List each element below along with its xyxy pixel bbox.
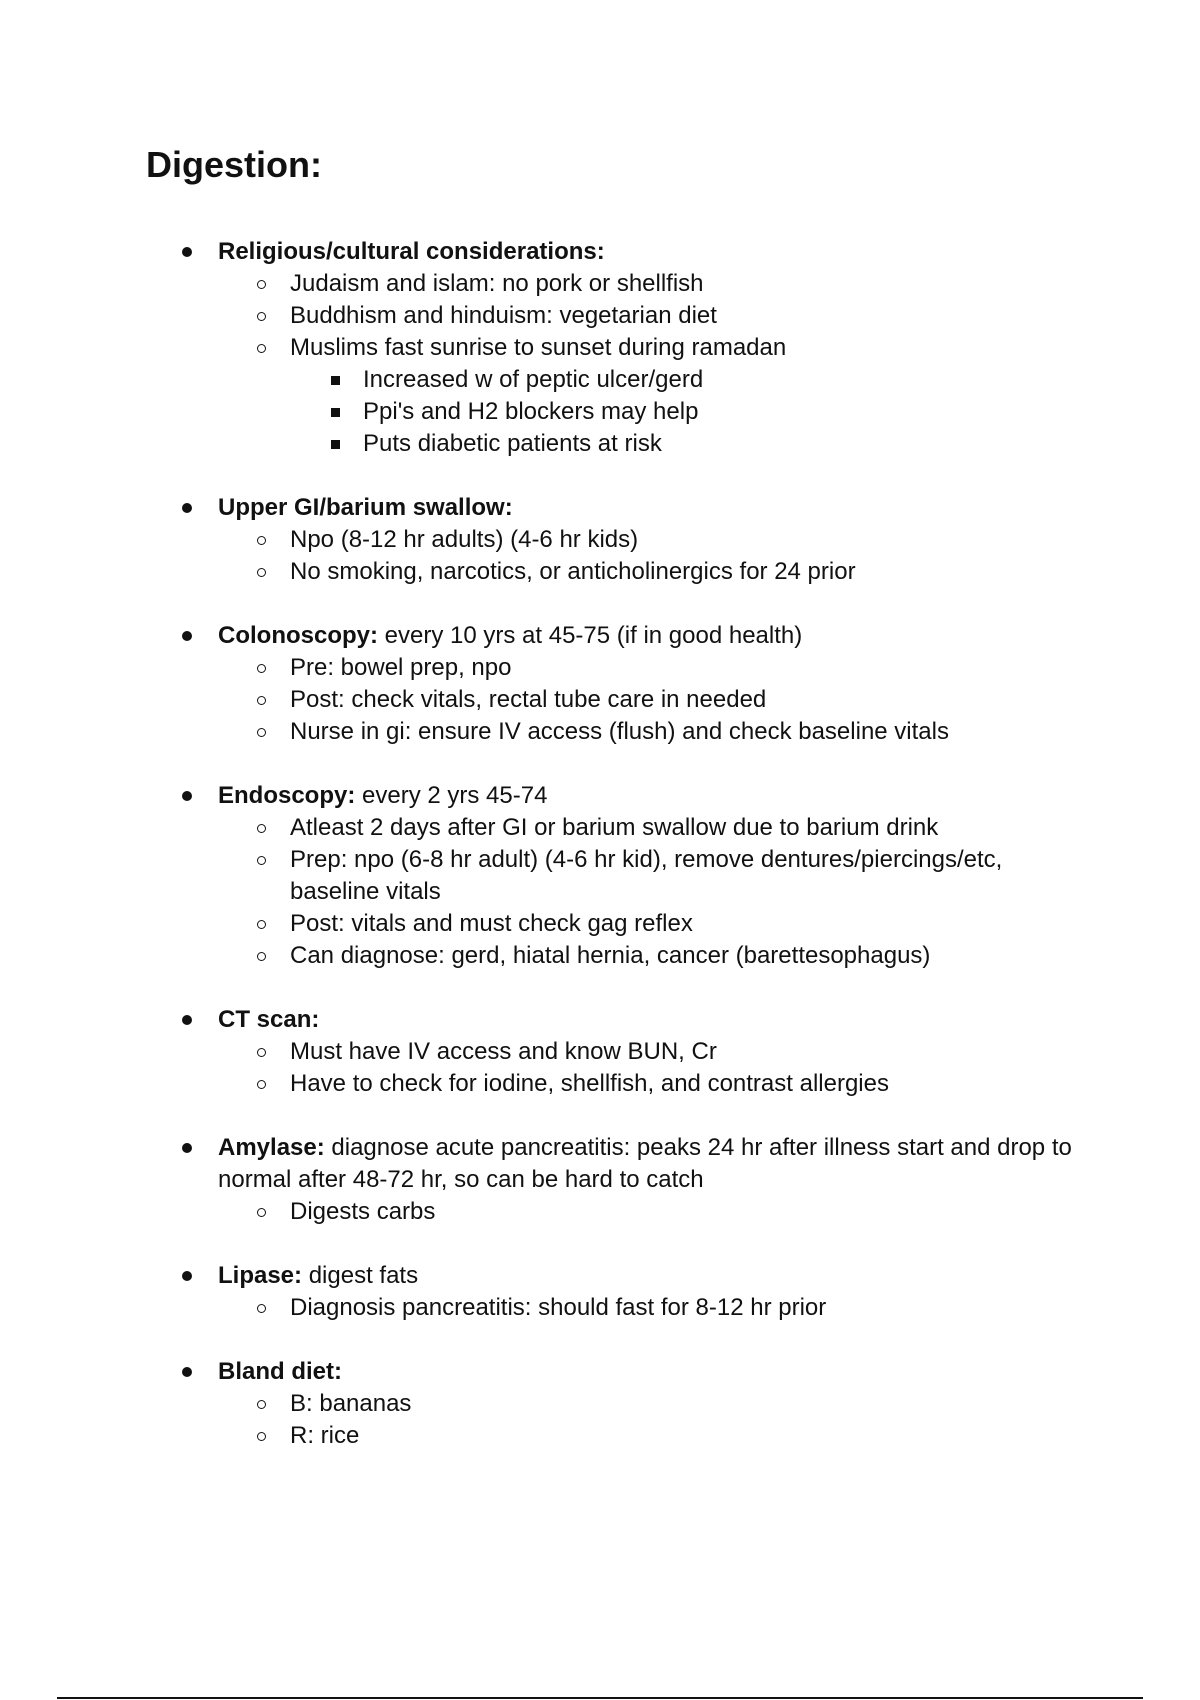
- section-label: Upper GI/barium swallow:: [218, 494, 513, 521]
- section-upper-gi: [0, 492, 1200, 588]
- item-text: Npo (8-12 hr adults) (4-6 hr kids): [290, 526, 639, 553]
- notes-body: [0, 236, 1200, 1484]
- list-item: [0, 1292, 1200, 1324]
- disc-bullet-icon: [180, 236, 194, 268]
- circle-bullet-icon: [254, 524, 268, 556]
- list-item: [0, 1004, 1200, 1036]
- page-title: Digestion:: [146, 144, 322, 185]
- section-religious-cultural: [0, 236, 1200, 460]
- section-bland-diet: [0, 1356, 1200, 1452]
- section-text: digest fats: [302, 1262, 419, 1289]
- section-label: Endoscopy:: [218, 782, 356, 809]
- disc-bullet-icon: [180, 492, 194, 524]
- section-lipase: [0, 1260, 1200, 1324]
- disc-bullet-icon: [180, 1132, 194, 1164]
- circle-bullet-icon: [254, 268, 268, 300]
- list-item: [0, 396, 1200, 428]
- item-text: Judaism and islam: no pork or shellfish: [290, 270, 704, 297]
- circle-bullet-icon: [254, 300, 268, 332]
- item-text: Buddhism and hinduism: vegetarian diet: [290, 302, 717, 329]
- list-item: [0, 844, 1200, 908]
- list-item: [0, 1036, 1200, 1068]
- item-text: Have to check for iodine, shellfish, and contrast allergies: [290, 1070, 889, 1097]
- circle-bullet-icon: [254, 1196, 268, 1228]
- item-text: Post: vitals and must check gag reflex: [290, 910, 693, 937]
- list-item: [0, 1356, 1200, 1388]
- disc-bullet-icon: [180, 1004, 194, 1036]
- section-colonoscopy: [0, 620, 1200, 748]
- circle-bullet-icon: [254, 1292, 268, 1324]
- list-item: [0, 940, 1200, 972]
- list-item: [0, 780, 1200, 812]
- section-label: CT scan:: [218, 1006, 320, 1033]
- section-endoscopy: [0, 780, 1200, 972]
- list-item: [0, 1196, 1200, 1228]
- item-text: Muslims fast sunrise to sunset during ramadan: [290, 334, 787, 361]
- disc-bullet-icon: [180, 780, 194, 812]
- square-bullet-icon: [328, 364, 342, 396]
- circle-bullet-icon: [254, 1420, 268, 1452]
- item-text: R: rice: [290, 1422, 360, 1449]
- item-text: Can diagnose: gerd, hiatal hernia, cancer (barettesophagus): [290, 942, 931, 969]
- circle-bullet-icon: [254, 652, 268, 684]
- square-bullet-icon: [328, 428, 342, 460]
- item-text: No smoking, narcotics, or anticholinergics for 24 prior: [290, 558, 856, 585]
- list-item: [0, 684, 1200, 716]
- section-label: Religious/cultural considerations:: [218, 238, 605, 265]
- section-amylase: [0, 1132, 1200, 1228]
- item-text: B: bananas: [290, 1390, 412, 1417]
- item-text: Atleast 2 days after GI or barium swallow due to barium drink: [290, 814, 939, 841]
- disc-bullet-icon: [180, 620, 194, 652]
- circle-bullet-icon: [254, 1036, 268, 1068]
- section-label: Bland diet:: [218, 1358, 342, 1385]
- list-item: [0, 428, 1200, 460]
- item-text: Must have IV access and know BUN, Cr: [290, 1038, 717, 1065]
- list-item: [0, 1420, 1200, 1452]
- list-item: [0, 556, 1200, 588]
- circle-bullet-icon: [254, 1388, 268, 1420]
- circle-bullet-icon: [254, 812, 268, 844]
- section-text: every 10 yrs at 45-75 (if in good health): [378, 622, 803, 649]
- circle-bullet-icon: [254, 556, 268, 588]
- subitem-text: Ppi's and H2 blockers may help: [363, 398, 699, 425]
- section-text: diagnose acute pancreatitis: peaks 24 hr after illness start and drop to normal after 48-72 hr, so can be hard to catch: [218, 1134, 1072, 1193]
- list-item: [0, 812, 1200, 844]
- list-item: [0, 1388, 1200, 1420]
- section-label: Amylase:: [218, 1134, 325, 1161]
- list-item: [0, 1068, 1200, 1100]
- list-item: [0, 652, 1200, 684]
- circle-bullet-icon: [254, 940, 268, 972]
- item-text: Pre: bowel prep, npo: [290, 654, 512, 681]
- subitem-text: Puts diabetic patients at risk: [363, 430, 662, 457]
- bottom-divider: [57, 1697, 1143, 1699]
- list-item: [0, 524, 1200, 556]
- section-ct-scan: [0, 1004, 1200, 1100]
- disc-bullet-icon: [180, 1356, 194, 1388]
- list-item: [0, 716, 1200, 748]
- circle-bullet-icon: [254, 716, 268, 748]
- disc-bullet-icon: [180, 1260, 194, 1292]
- list-item: [0, 268, 1200, 300]
- section-text: every 2 yrs 45-74: [355, 782, 548, 809]
- circle-bullet-icon: [254, 684, 268, 716]
- list-item: [0, 364, 1200, 396]
- item-text: Digests carbs: [290, 1198, 436, 1225]
- circle-bullet-icon: [254, 332, 268, 364]
- item-text: Prep: npo (6-8 hr adult) (4-6 hr kid), remove dentures/piercings/etc, baseline vitals: [290, 846, 1003, 905]
- item-text: Diagnosis pancreatitis: should fast for 8-12 hr prior: [290, 1294, 827, 1321]
- list-item: [0, 236, 1200, 268]
- item-text: Nurse in gi: ensure IV access (flush) and check baseline vitals: [290, 718, 949, 745]
- list-item: [0, 492, 1200, 524]
- list-item: [0, 1260, 1200, 1292]
- square-bullet-icon: [328, 396, 342, 428]
- section-label: Colonoscopy:: [218, 622, 378, 649]
- list-item: [0, 620, 1200, 652]
- circle-bullet-icon: [254, 908, 268, 940]
- list-item: [0, 332, 1200, 364]
- circle-bullet-icon: [254, 1068, 268, 1100]
- item-text: Post: check vitals, rectal tube care in needed: [290, 686, 767, 713]
- subitem-text: Increased w of peptic ulcer/gerd: [363, 366, 704, 393]
- list-item: [0, 1132, 1200, 1196]
- list-item: [0, 908, 1200, 940]
- circle-bullet-icon: [254, 844, 268, 876]
- list-item: [0, 300, 1200, 332]
- section-label: Lipase:: [218, 1262, 303, 1289]
